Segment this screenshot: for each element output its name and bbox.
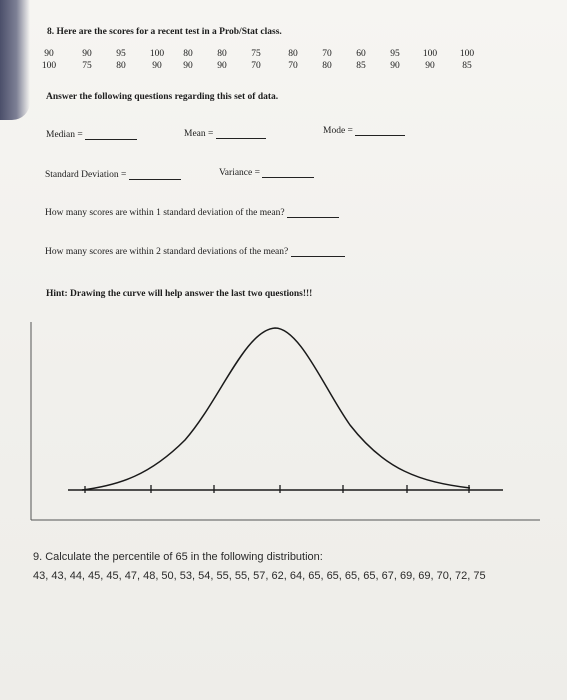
mode-label: Mode = — [323, 126, 353, 136]
within-1sd-text: How many scores are within 1 standard deviation of the mean? — [45, 208, 285, 218]
score-cell: 80 — [116, 61, 126, 71]
question-9-distribution: 43, 43, 44, 45, 45, 47, 48, 50, 53, 54, 55, 55, 57, 62, 64, 65, 65, 65, 65, 67, 69, 69, 70, 72, 75 — [33, 570, 486, 582]
score-cell: 85 — [462, 61, 472, 71]
score-cell: 90 — [425, 61, 435, 71]
question-8-title: 8. Here are the scores for a recent test in a Prob/Stat class. — [47, 27, 282, 37]
score-cell: 95 — [390, 49, 400, 59]
score-cell: 95 — [116, 49, 126, 59]
score-cell: 75 — [251, 49, 261, 59]
score-cell: 70 — [288, 61, 298, 71]
score-cell: 90 — [183, 61, 193, 71]
score-cell: 100 — [459, 49, 475, 59]
score-cell: 60 — [356, 49, 366, 59]
hint: Hint: Drawing the curve will help answer the last two questions!!! — [46, 289, 313, 299]
score-cell: 80 — [288, 49, 298, 59]
score-cell: 100 — [149, 49, 165, 59]
score-cell: 70 — [251, 61, 261, 71]
score-cell: 90 — [44, 49, 54, 59]
bell-curve — [82, 328, 470, 490]
score-cell: 90 — [390, 61, 400, 71]
within-2sd-text: How many scores are within 2 standard deviations of the mean? — [45, 247, 289, 257]
instructions: Answer the following questions regarding this set of data. — [46, 92, 279, 102]
score-cell: 85 — [356, 61, 366, 71]
score-cell: 80 — [322, 61, 332, 71]
median-label: Median = — [46, 130, 83, 140]
score-cell: 70 — [322, 49, 332, 59]
score-cell: 90 — [82, 49, 92, 59]
sd-label: Standard Deviation = — [45, 170, 127, 180]
question-9-title: 9. Calculate the percentile of 65 in the following distribution: — [33, 551, 323, 563]
score-cell: 90 — [217, 61, 227, 71]
score-cell: 75 — [82, 61, 92, 71]
score-cell: 80 — [217, 49, 227, 59]
score-cell: 80 — [183, 49, 193, 59]
score-cell: 90 — [152, 61, 162, 71]
mean-label: Mean = — [184, 129, 214, 139]
variance-label: Variance = — [219, 168, 260, 178]
score-cell: 100 — [41, 61, 57, 71]
score-cell: 100 — [422, 49, 438, 59]
